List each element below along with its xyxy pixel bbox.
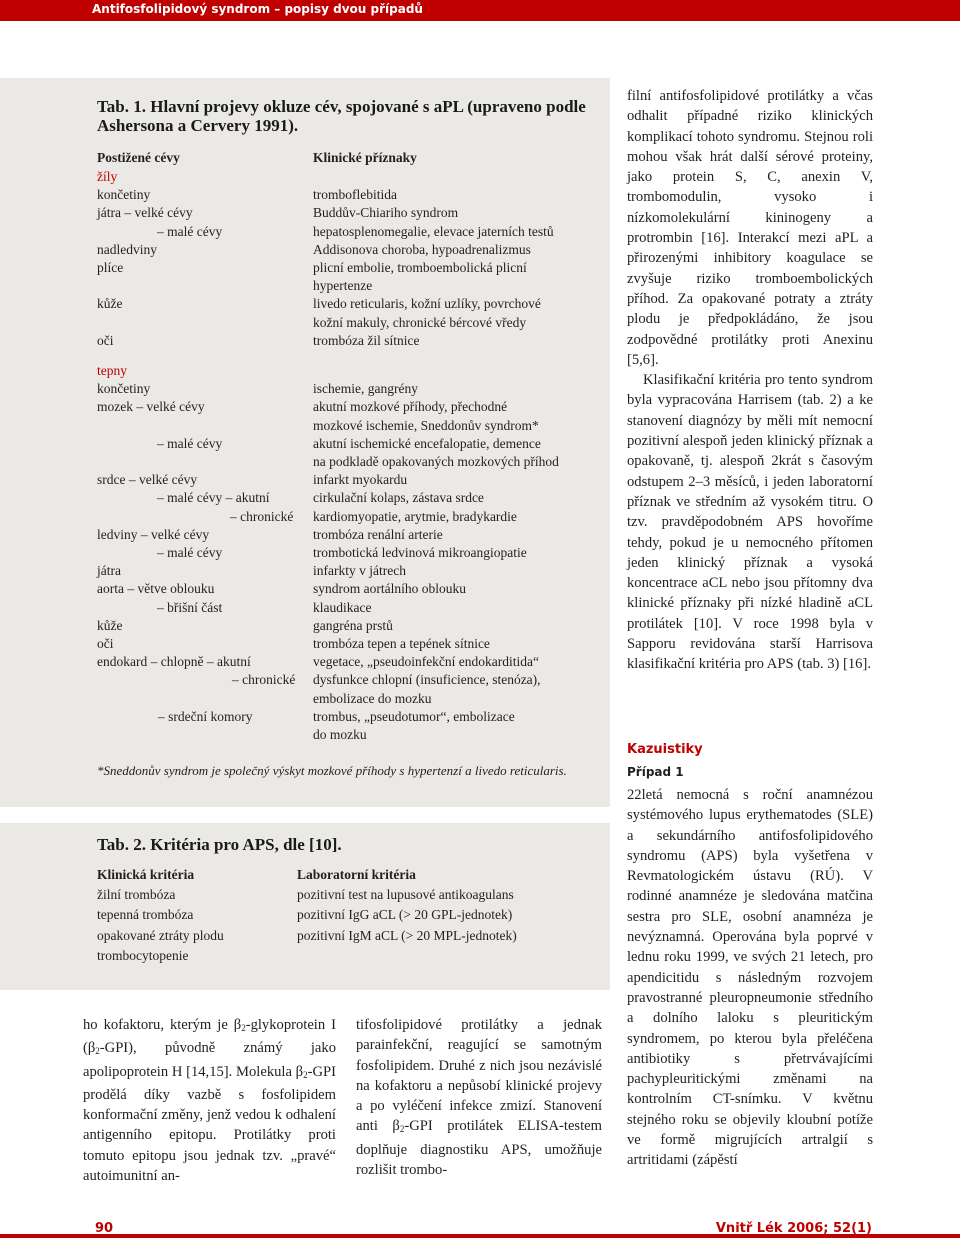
text: ho kofaktoru, kterým je β [83, 1017, 242, 1033]
table-cell-organ: končetiny [97, 381, 151, 397]
subscript: 2 [399, 1124, 405, 1135]
table-cell-symptom: infarkty v játrech [313, 563, 406, 579]
table-cell-symptom: mozkové ischemie, Sneddonův syndrom* [313, 417, 539, 433]
table-cell-organ: – chronické [232, 672, 296, 688]
table-cell-symptom: cirkulační kolaps, zástava srdce [313, 490, 484, 506]
table-cell-symptom: trombóza tepen a tepének sítnice [313, 636, 490, 651]
column-header: Laboratorní kritéria [297, 867, 416, 882]
paragraph: Klasifikační kritéria pro tento syndrom byla vypracována Harrisem (tab. 2) a ke stanovení diagnózy by měli mít nemocní pozitivní alespoň jeden klinický příznak a opakovaně, tj. alespoň 2krát s časovým odstupem 2–3 měsíců, i jeden laboratorní příznak ve středním až vysokém titru. O tzv. pravděpodobném APS hovoříme tehdy, pokud je u nemocného přítomen jeden klinický příznak a vysoká koncentrace aCL nebo jsou přítomny dva klinické příznaky při nízké hladině aCL protilátek [10]. V roce 1998 byla v Sapporu revidována starší Harrisova klasifikační kritéria pro APS (tab. 3) [16]. [627, 372, 873, 673]
table-cell-symptom: trombotická ledvinová mikroangiopatie [313, 545, 527, 560]
table-cell-symptom: akutní ischemické encefalopatie, demence [313, 435, 541, 451]
table-cell-organ: – srdeční komory [158, 708, 253, 724]
table-cell-organ: plíce [97, 260, 124, 275]
running-title: Antifosfolipidový syndrom – popisy dvou případů [92, 2, 423, 16]
text: -glykoprotein I (β [83, 1017, 337, 1057]
table-cell-symptom: akutní mozkové příhody, přechodné [313, 399, 508, 415]
clinical-criterion: tepenná trombóza [97, 907, 194, 923]
table-cell-symptom: plicní embolie, tromboembolická plicní [313, 260, 527, 275]
table-cell-organ: srdce – velké cévy [97, 472, 198, 488]
lab-criterion: pozitivní IgG aCL (> 20 GPL-jednotek) [297, 907, 513, 923]
table-cell-organ: kůže [97, 617, 123, 633]
table-cell-symptom: trombóza žil sítnice [313, 332, 420, 348]
clinical-criterion: opakované ztráty plodu [97, 927, 224, 943]
page-number: 90 [95, 1221, 114, 1236]
clinical-criterion: trombocytopenie [97, 947, 189, 963]
table-cell-organ: kůže [97, 296, 123, 312]
text: tifosfolipidové protilátky a jednak parainfekční, reagující se samotným fosfolipidem. Druhé z nich jsou nezávislé na kofaktoru a nepůsobí klinické projevy a po vyléčení infekce zmizí. Stanovení anti β [356, 1017, 602, 1135]
column-header: Postižené cévy [97, 150, 180, 165]
clinical-criterion: žilní trombóza [97, 887, 176, 902]
table-cell-organ: – malé cévy – akutní [157, 490, 270, 506]
table-cell-organ: – malé cévy [157, 223, 223, 239]
table-1-footnote: *Sneddonův syndrom je společný výskyt mozkové příhody s hypertenzí a livedo reticularis. [97, 763, 567, 778]
column-header: Klinická kritéria [97, 867, 195, 882]
table-cell-symptom: embolizace do mozku [313, 690, 432, 706]
table-cell-symptom: ischemie, gangrény [313, 381, 418, 397]
section-label: tepny [97, 363, 127, 378]
bottom-middle-column [356, 1015, 602, 1180]
table-cell-organ: ledviny – velké cévy [97, 526, 210, 542]
table-cell-organ: mozek – velké cévy [97, 399, 205, 415]
table-cell-symptom: hepatosplenomegalie, elevace jaterních testů [313, 223, 554, 239]
journal-citation: Vnitř Lék 2006; 52(1) [715, 1221, 872, 1236]
subscript: 2 [95, 1046, 100, 1057]
case-title: Případ 1 [627, 765, 684, 779]
table-cell-symptom: kožní makuly, chronické bércové vředy [313, 314, 527, 330]
table-cell-organ: játra – velké cévy [97, 205, 193, 221]
table-cell-symptom: na podkladě opakovaných mozkových příhod [313, 454, 559, 469]
table-cell-organ: – chronické [230, 508, 294, 524]
paragraph: filní antifosfolipidové protilátky a včas odhalit případné riziko klinických komplikací tohoto syndromu. Stejnou roli mohou však hrát další sérové proteiny, jako protein S, C, anexin V, trombomodulin, vysoko i nízkomolekulární kininogeny a protrombin [16]. Interakcí mezi aPL a přirozenými inhibitory koagulace se zvyšuje riziko tromboembolických příhod. Za opakované potraty a ztráty plodu je předpokládáno, že jsou zodpovědné protilátky proti Anexinu [5,6]. [627, 88, 873, 368]
right-column [627, 86, 873, 675]
table-2-title: Tab. 2. Kritéria pro APS, dle [10]. [97, 835, 342, 854]
table-cell-symptom: dysfunkce chlopní (insuficience, stenóza), [313, 672, 541, 688]
table-cell-symptom: trombus, „pseudotumor“, embolizace [313, 708, 515, 724]
table-cell-organ: endokard – chlopně – akutní [97, 654, 251, 670]
case-paragraph: 22letá nemocná s roční anamnézou systémového lupus erythematodes (SLE) a sekundárního antifosfolipidového syndromu (APS) byla vyšetřena v Revmatologickém ústavu (RÚ). V rodinné anamnéze je sledována matčina sestra pro SLE, osobní anamnéza je nevýznamná. Operována byla poprvé v lednu roku 1999, ve svých 21 letech, pro apendicitidu s následným rozvojem pravostranné pleuropneumonie středního a dolního laloku s pleuritickým syndromem, po kterou byla přeléčena antibiotiky s přetrvávajícími pachypleuritickými změnami na kontrolním CT-snímku. V květnu stejného roku se objevily kloubní potíže ve formě migrujících artralgií s artritidami (zápěstí [627, 787, 873, 1169]
table-cell-symptom: do mozku [313, 727, 367, 742]
table-cell-organ: končetiny [97, 187, 151, 203]
subscript: 2 [241, 1023, 246, 1033]
table-cell-symptom: trombóza renální arterie [313, 526, 443, 542]
table-cell-symptom: Addisonova choroba, hypoadrenalizmus [313, 241, 531, 257]
text: -GPI), původně známý jako apolipoprotein H [14,15]. Molekula β [83, 1040, 336, 1080]
text: -GPI prodělá díky vazbě s fosfolipidem konformační změny, jenž vedou k odhalení antigenního epitopu. Protilátky proti tomuto epitopu jsou jednak tzv. „pravé“ autoimunitní an- [83, 1063, 336, 1185]
table-cell-organ: oči [97, 332, 114, 348]
table-cell-organ: – malé cévy [157, 545, 223, 560]
table-cell-symptom: gangréna prstů [313, 617, 393, 633]
table-cell-symptom: syndrom aortálního oblouku [313, 581, 466, 597]
table-1-title: Tab. 1. Hlavní projevy okluze cév, spojované s aPL (upraveno podle Ashersona a Cervery 1991). [97, 97, 586, 135]
section-title: Kazuistiky [627, 742, 703, 757]
table-cell-symptom: kardiomyopatie, arytmie, bradykardie [313, 508, 517, 524]
table-cell-symptom: livedo reticularis, kožní uzlíky, povrchové [313, 296, 541, 312]
subscript: 2 [303, 1069, 308, 1080]
table-cell-symptom: hypertenze [313, 278, 373, 294]
table-cell-organ: – malé cévy [157, 435, 223, 451]
lab-criterion: pozitivní IgM aCL (> 20 MPL-jednotek) [297, 927, 517, 943]
table-cell-organ: aorta – větve oblouku [97, 581, 215, 597]
table-cell-symptom: klaudikace [313, 599, 372, 615]
column-header: Klinické příznaky [313, 150, 417, 165]
table-cell-organ: nadledviny [97, 241, 157, 257]
table-cell-symptom: tromboflebitida [313, 187, 397, 203]
table-cell-organ: oči [97, 636, 114, 651]
table-cell-organ: játra [97, 563, 121, 579]
text: -GPI protilátek ELISA-testem doplňuje diagnostiku APS, umožňuje rozlišit trombo- [356, 1118, 602, 1179]
bottom-left-column [83, 1015, 336, 1186]
table-cell-symptom: infarkt myokardu [313, 472, 408, 488]
table-cell-symptom: vegetace, „pseudoinfekční endokarditida“ [313, 654, 540, 670]
table-cell-symptom: Buddův-Chiariho syndrom [313, 205, 459, 221]
section-label: žíly [97, 169, 118, 184]
lab-criterion: pozitivní test na lupusové antikoagulans [297, 887, 514, 902]
table-cell-organ: – břišní část [157, 599, 223, 615]
